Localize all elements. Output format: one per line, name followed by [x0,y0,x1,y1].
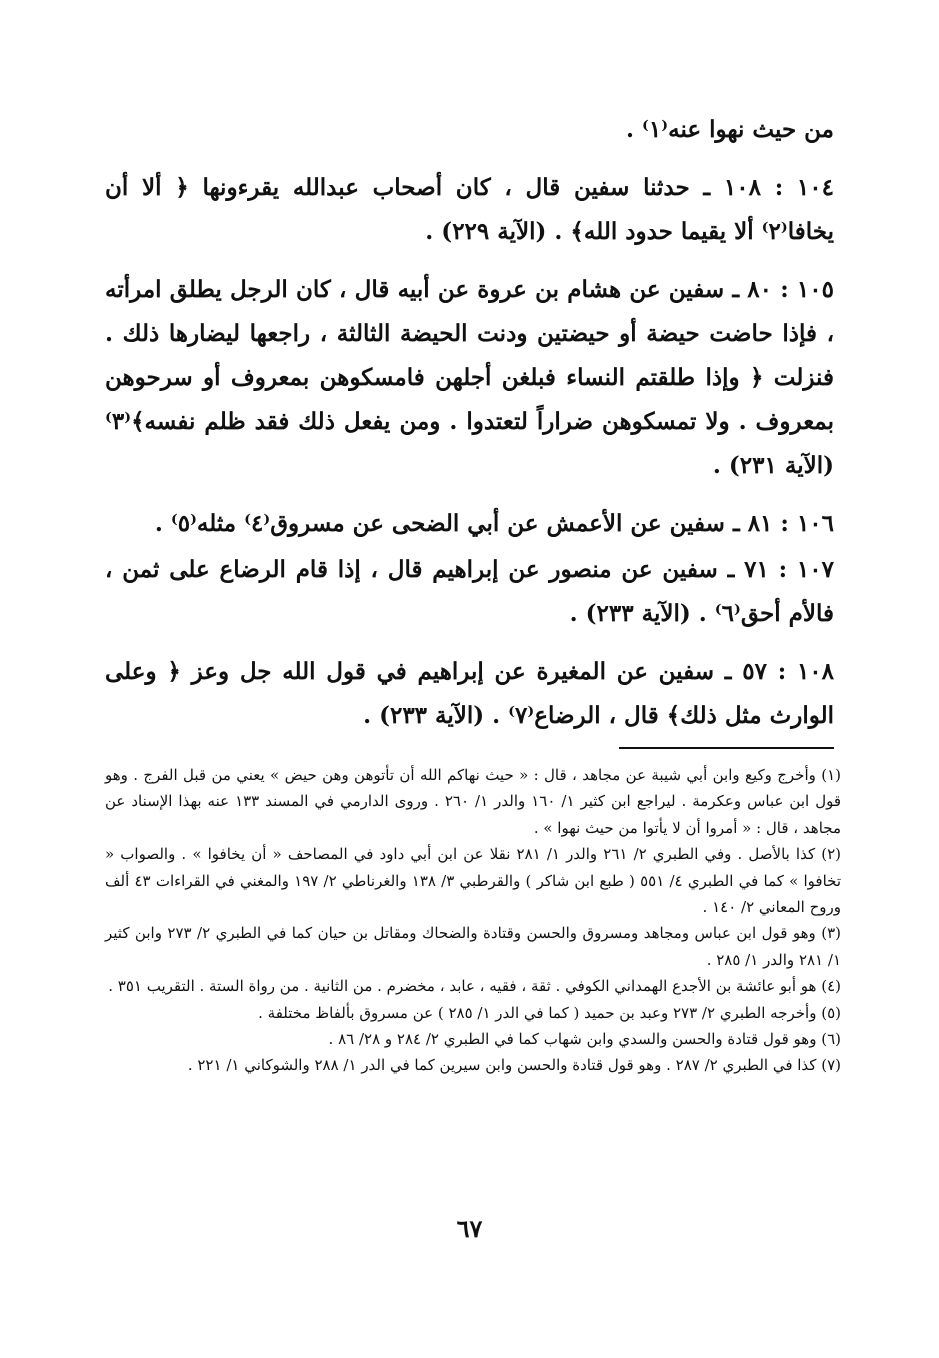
paragraph-continuation: من حيث نهوا عنه⁽١⁾ . [626,116,834,143]
paragraph-105: ١٠٥ : ٨٠ ـ سفين عن هشام بن عروة عن أبيه قال ، كان الرجل يطلق امرأته ، فإذا حاضت حيضة أو حيضتين ودنت الحيضة الثالثة ، راجعها ليضارها ذلك . فنزلت ﴿ وإذا طلقتم النساء فبلغن أجلهن فامسكوهن بمعروف أو سرحوهن بمعروف . ولا تمسكوهن ضراراً لتعتدوا . ومن يفعل ذلك فقد ظلم نفسه﴾⁽٣⁾ (الآية ٢٣١) . [105,276,835,479]
page-number: ٦٧ [456,1214,483,1243]
footnote-6: (٦) وهو قول قتادة والحسن والسدي وابن شهاب كما في الطبري ٢/ ٢٨٤ و ٢٨/ ٨٦ . [328,1030,841,1049]
footnote-1: (١) وأخرج وكيع وابن أبي شيبة عن مجاهد ، قال : « حيث نهاكم الله أن تأتوهن وهن حيض » يعني من قبل الفرج . وهو قول ابن عباس وعكرمة . ليراجع ابن كثير ١/ ١٦٠ والدر ١/ ٢٦٠ . وروى الدارمي في المسند ١٣٣ عنه بهذا الإسناد عن مجاهد ، قال : « أمروا أن لا يأتوا من حيث نهوا » . [105,766,842,837]
footnote-3: (٣) وهو قول ابن عباس ومجاهد ومسروق والحسن وقتادة والضحاك ومقاتل بن حيان كما في الطبري ٢/ ٢٧٣ وابن كثير ١/ ٢٨١ والدر ١/ ٢٨٥ . [105,924,841,969]
footnote-4: (٤) هو أبو عائشة بن الأجدع الهمداني الكوفي . ثقة ، فقيه ، عابد ، مخضرم . من الثانية . من رواة الستة . التقريب ٣٥١ . [108,977,841,996]
footnote-divider [619,747,834,749]
main-text [105,108,834,738]
footnote-2: (٢) كذا بالأصل . وفي الطبري ٢/ ٢٦١ والدر ١/ ٢٨١ نقلا عن ابن أبي داود في المصاحف « أن يخافوا » . والصواب « تخافوا » كما في الطبري ٤/ ٥٥١ ( طبع ابن شاكر ) والقرطبي ٣/ ١٣٨ والغرناطي ٢/ ١٩٧ والمغني في القراءات ٤٣ ألف وروح المعاني ٢/ ١٤٠ . [105,845,842,917]
paragraph-104: ١٠٤ : ١٠٨ ـ حدثنا سفين قال ، كان أصحاب عبدالله يقرءونها ﴿ ألا أن يخافا⁽٢⁾ ألا يقيما حدود الله﴾ . (الآية ٢٢٩) . [105,174,834,245]
paragraph-107: ١٠٧ : ٧١ ـ سفين عن منصور عن إبراهيم قال ، إذا قام الرضاع على ثمن ، فالأم أحق⁽٦⁾ . (الآية ٢٣٣) . [105,556,834,627]
footnotes [105,762,841,1079]
footnote-5: (٥) وأخرجه الطبري ٢/ ٢٧٣ وعبد بن حميد ( كما في الدر ١/ ٢٨٥ ) عن مسروق بألفاظ مختلفة . [258,1003,841,1022]
paragraph-108: ١٠٨ : ٥٧ ـ سفين عن المغيرة عن إبراهيم في قول الله جل وعز ﴿ وعلى الوارث مثل ذلك﴾ قال ، الرضاع⁽٧⁾ . (الآية ٢٣٣) . [105,658,835,729]
footnote-7: (٧) كذا في الطبري ٢/ ٢٨٧ . وهو قول قتادة والحسن وابن سيرين كما في الدر ١/ ٢٨٨ والشوكاني ١/ ٢٢١ . [187,1056,841,1075]
paragraph-106: ١٠٦ : ٨١ ـ سفين عن الأعمش عن أبي الضحى عن مسروق⁽٤⁾ مثله⁽٥⁾ . [154,510,834,537]
